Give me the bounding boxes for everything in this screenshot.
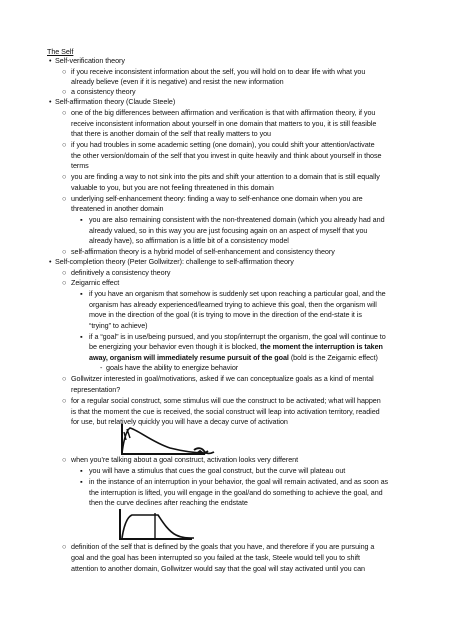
bullet-marker: •	[49, 56, 52, 65]
text-line: receive inconsistent information about yourself in one domain that matters to you, it is still feasible	[71, 119, 377, 128]
small-bullet-marker: ▪	[80, 332, 83, 341]
text-line: you are finding a way to not sink into the pits and shift your attention to a domain that is still equally	[71, 172, 380, 181]
small-bullet-marker: ▪	[80, 477, 83, 486]
small-bullet-marker: ▪	[80, 289, 83, 298]
circle-marker: ○	[62, 268, 67, 277]
text-line: Zeigarnic effect	[71, 278, 120, 287]
text-line: already have), so affirmation is a little bit of a consistency model	[89, 236, 289, 245]
text-line: move in the direction of the goal (it is trying to move in the direction of the end-state it is	[89, 310, 362, 319]
text-line: if a “goal” is in use/being pursued, and you stop/interrupt the organism, the goal will continue to	[89, 332, 386, 341]
text-line: valuable to you, but you are not feeling threatened in this domain	[71, 183, 274, 192]
text-line: Self-verification theory	[55, 56, 125, 65]
bullet-marker: •	[49, 97, 52, 106]
text-line: organism has already experienced/learned trying to achieve this goal, then the organism will	[89, 300, 377, 309]
plain-text: (bold is the Zeigarnic effect)	[290, 353, 378, 362]
text-line: definitively a consistency theory	[71, 268, 171, 277]
text-line: threatened in another domain	[71, 204, 164, 213]
text-line: terms	[71, 161, 89, 170]
circle-marker: ○	[62, 455, 67, 464]
text-line: when you’re talking about a goal construct, activation looks very different	[71, 455, 299, 464]
text-line: Self-affirmation theory (Claude Steele)	[55, 97, 176, 106]
dash-marker: -	[100, 363, 103, 372]
text-line: one of the big differences between affirmation and verification is that with affirmation theory, if you	[71, 108, 376, 117]
plateau-curve-sketch	[112, 507, 202, 543]
circle-marker: ○	[62, 67, 67, 76]
text-line	[89, 342, 383, 351]
bold-text: away, organism will immediately resume pursuit of the goal	[89, 353, 289, 362]
text-line: in the instance of an interruption in your behavior, the goal will remain activated, and as soon as	[89, 477, 389, 486]
text-line: if you receive inconsistent information about the self, you will hold on to dear life with what you	[71, 67, 366, 76]
text-line: then the curve declines after reaching the endstate	[89, 498, 248, 507]
plain-text: be energizing your behavior even though it is blocked,	[89, 342, 259, 351]
text-line: the other version/domain of the self that you invest in quite heavily and think about yourself in those	[71, 151, 382, 160]
small-bullet-marker: ▪	[80, 466, 83, 475]
text-line: that there is another domain of the self that really matters to you	[71, 129, 272, 138]
text-line: underlying self-enhancement theory: finding a way to self-enhance one domain when you are	[71, 194, 363, 203]
text-line: goal and the goal has been interrupted so you failed at the task, Steele would tell you to shift	[71, 553, 360, 562]
text-line: the interruption is lifted, you will engage in the goal/and do something to achieve the goal, and	[89, 488, 383, 497]
circle-marker: ○	[62, 542, 67, 551]
text-line: if you have an organism that somehow is suddenly set upon reaching a particular goal, and the	[89, 289, 386, 298]
text-line	[89, 353, 378, 362]
text-line: already valued, so in this way you are just focusing again on an aspect of myself that you	[89, 226, 368, 235]
text-line: self-affirmation theory is a hybrid model of self-enhancement and consistency theory	[71, 247, 335, 256]
circle-marker: ○	[62, 247, 67, 256]
text-line: attention to another domain, Gollwitzer would say that the goal will stay activated until you can	[71, 564, 365, 573]
circle-marker: ○	[62, 374, 67, 383]
text-line: Gollwitzer interested in goal/motivations, asked if we can conceptualize goals as a kind of mental	[71, 374, 374, 383]
text-line: you are also remaining consistent with the non-threatened domain (which you already had and	[89, 215, 385, 224]
circle-marker: ○	[62, 396, 67, 405]
text-line: Self-completion theory (Peter Gollwitzer): challenge to self-affirmation theory	[55, 257, 294, 266]
page-title: The Self	[47, 47, 74, 56]
circle-marker: ○	[62, 194, 67, 203]
circle-marker: ○	[62, 87, 67, 96]
bold-text: the moment the interruption is taken	[260, 342, 383, 351]
text-line: goals have the ability to energize behavior	[106, 363, 239, 372]
text-line: for use, but relatively quickly you will have a decay curve of activation	[71, 417, 288, 426]
circle-marker: ○	[62, 172, 67, 181]
text-line: for a regular social construct, some stimulus will cue the construct to be activated; what will happen	[71, 396, 381, 405]
circle-marker: ○	[62, 108, 67, 117]
circle-marker: ○	[62, 278, 67, 287]
text-line: you will have a stimulus that cues the goal construct, but the curve will plateau out	[89, 466, 346, 475]
small-bullet-marker: ▪	[80, 215, 83, 224]
bullet-marker: •	[49, 257, 52, 266]
text-line: if you had troubles in some academic setting (one domain), you could shift your attention/activate	[71, 140, 375, 149]
text-line: a consistency theory	[71, 87, 136, 96]
text-line: “trying” to achieve)	[89, 321, 148, 330]
text-line: already believe (even if it is negative) and resist the new information	[71, 77, 284, 86]
circle-marker: ○	[62, 140, 67, 149]
text-line: definition of the self that is defined by the goals that you have, and therefore if you are pursuing a	[71, 542, 375, 551]
decay-curve-sketch	[110, 420, 220, 458]
text-line: is that the moment the cue is received, the social construct will leap into activation territory, readied	[71, 407, 380, 416]
text-line: representation?	[71, 385, 121, 394]
